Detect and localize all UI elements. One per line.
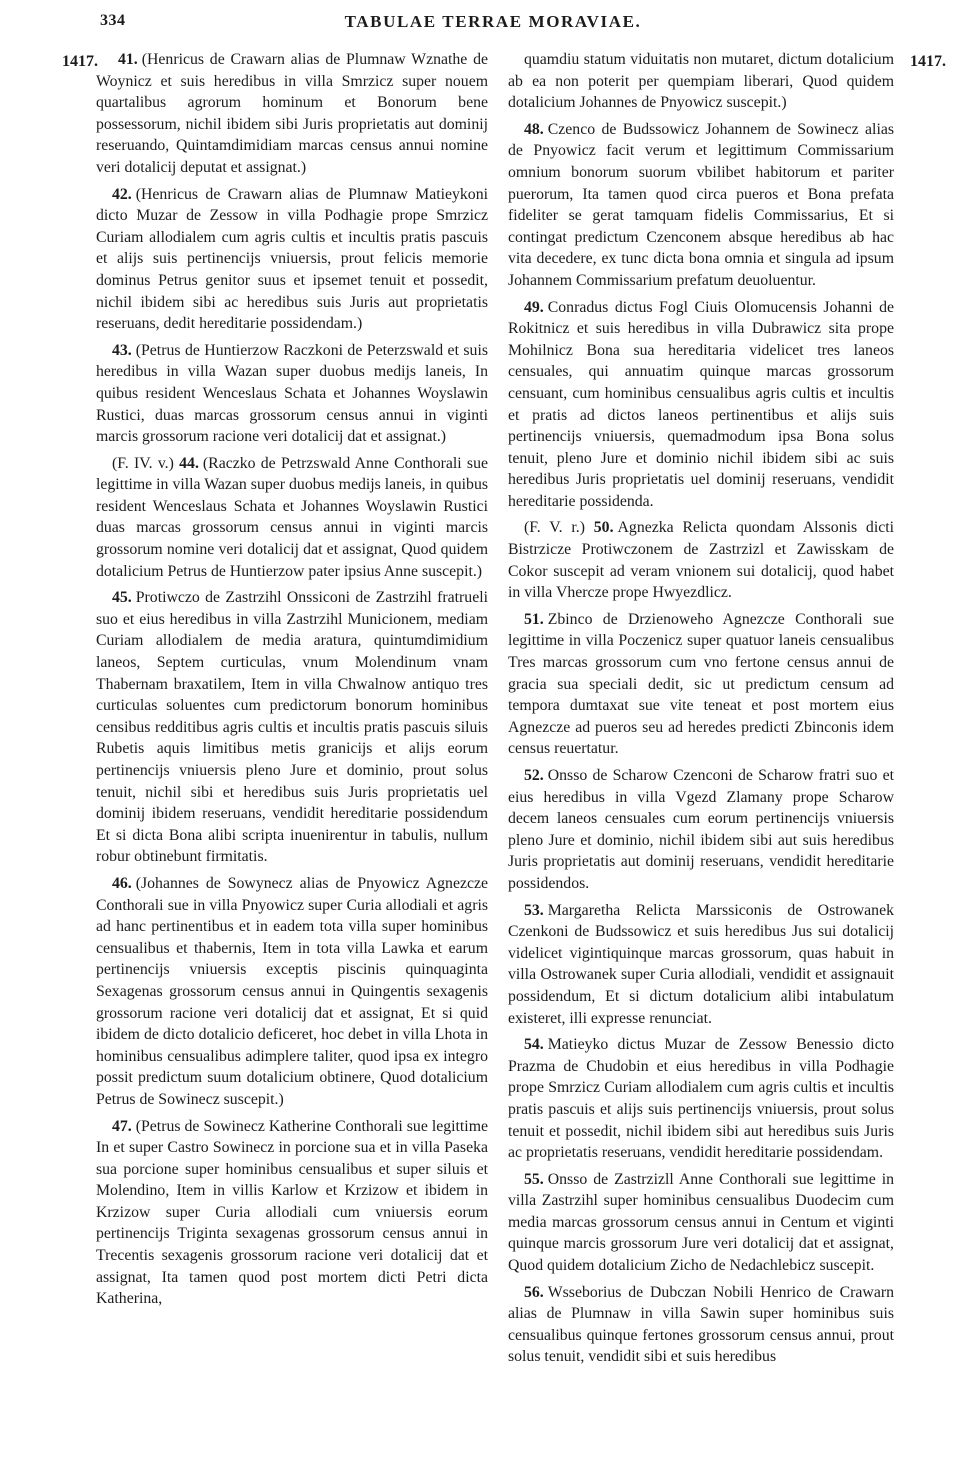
entry-number: 55. (524, 1170, 544, 1188)
entry-number: 51. (524, 610, 544, 628)
entry-number: 46. (112, 874, 132, 892)
margin-year-right: 1417. (910, 53, 946, 70)
entry-text: Matieyko dictus Muzar de Zessow Benessio dicto Prazma de Chudobin et eius heredibus in villa Podhagie prope Smrzicz Curiam allodialem cum agris cultis et incultis pratis pascuis et alijs suis pertinencijs vniuersis, prout solus tenuit et possedit, nichil ibidem sibi aut heredibus suis Juris ac proprietatis reseruans, vendidit hereditarie possidendam. (508, 1036, 894, 1162)
entry-number: 47. (112, 1117, 132, 1135)
entry-text: Onsso de Zastrzizll Anne Conthorali sue legittime in villa Zastrzihl super hominibus censualibus Duodecim cum media marcas grossorum census annui in Centum et viginti quinque marcis grossorum Jure veri dotalicij dat et assignat, Quod quidem dotalicium Zicho de Nedachlebicz suscepit. (508, 1170, 894, 1275)
entry-number: 54. (524, 1036, 544, 1054)
entry-paragraph (96, 453, 488, 583)
entry-number: 44. (179, 454, 199, 472)
entry-text: Conradus dictus Fogl Ciuis Olomucensis Johanni de Rokitnicz et suis heredibus in villa Dubrawicz sita prope Mohilnicz Bona sua hereditaria videlicet tres laneos censuales, qui annuatim quinque marcas grossorum censuant, cum hominibus censualibus agris cultis et incultis et pratis ad dictos laneos pertinentibus et alijs suis pertinencijs vniuersis, quemadmodum ipsa Bona solus tenuit, pleno Jure et dominio nichil ibidem sibi ac suis heredibus Juris proprietatis uel dominij reseruans, vendidit hereditarie possidenda. (508, 298, 894, 510)
entry-paragraph (508, 765, 894, 895)
entry-number: 53. (524, 901, 544, 919)
entry-paragraph (96, 873, 488, 1111)
entry-paragraph (96, 587, 488, 868)
entry-text: Agnezka Relicta quondam Alssonis dicti Bistrzicze Protiwczonem de Zastrzizl et Zawisskam de Cokor suscepit ad veram vnionem sui dotalicij, quod habet in villa Vhercze prope Hwyezdlicz. (508, 519, 895, 602)
entry-number: 45. (112, 589, 132, 607)
entry-paragraph (508, 1282, 894, 1368)
entry-number: 42. (112, 185, 132, 203)
entry-paragraph (96, 340, 488, 448)
entry-text: (Henricus de Crawarn alias de Plumnaw Matieykoni dicto Muzar de Zessow in villa Podhagie prope Smrzicz Curiam allodialem cum agris cultis et incultis pratis pascuis et alijs suis pertinencijs vniuersis, prout felicis memorie dominus Petrus genitor suus et ipsemet tenuit et possedit, nichil ibidem sibi ac heredibus suis Juris aut proprietatis reseruans, dedit hereditarie possidendam.) (96, 185, 488, 333)
entry-number: 56. (524, 1283, 544, 1301)
entry-text: (Raczko de Petrzswald Anne Conthorali sue legittime in villa Wazan super duobus medijs laneis, in quibus resident Wenceslaus Schata et Johannes Woyslawin Rustici duas marcas grossorum census annui in viginti marcis grossorum nomine veri dotalicij dat et assignat, Quod quidem dotalicium Petrus de Huntierzow pater ipsius Anne suscepit.) (96, 454, 488, 580)
entry-paragraph (508, 900, 894, 1030)
entry-text: Czenco de Budssowicz Johannem de Sowinecz alias de Pnyowicz facit verum et legittimum Commissarium omnium bonorum suorum vbilibet habitorum et pariter puerorum, Ita tamen quod circa pueros et Bona prefata fideliter se gerat tamquam fidelis Commissarius, Et si contingat predictum Czenconem absque heredibus ab hac vita decedere, ex tunc dicta bona omnia et singula ad ipsum Johannem Commissarium prefatum deuoluentur. (508, 120, 894, 289)
entry-text: Zbinco de Drzienoweho Agnezcze Conthorali sue legittime in villa Poczenicz super quatuor laneis censualibus Tres marcas grossorum cum vno fertone census annui de gracia sua speciali dedit, sic ut predictum censum ad tempora dumtaxat sue vite teneat et post mortem eius Agnezcze ad pueros seu ad heredes predicti Zbinconis idem census reuertatur. (508, 610, 894, 758)
margin-year-left: 1417. (62, 53, 98, 70)
right-column (508, 49, 894, 1373)
entry-number: 52. (524, 767, 544, 784)
entry-paragraph (508, 297, 894, 513)
running-title: TABULAE TERRAE MORAVIAE. (344, 12, 642, 31)
entry-text: (Petrus de Sowinecz Katherine Conthorali sue legittime In et super Castro Sowinecz in porcione sua et in villa Paseka sua porcione super hominibus censualibus et super siluis et Molendino, Item in villis Karlow et Krzizow et ibidem in Krzizow super Curia allodiali cum vniuersis eorum pertinencijs Triginta sexagenas grossorum census annui in Trecentis sexagenis grossorum racione veri dotalicij dat et assignat, Ita tamen quod post mortem dicti Petri dicta Katherina, (96, 1117, 488, 1308)
entry-text: Onsso de Scharow Czenconi de Scharow fratri suo et eius heredibus in villa Vgezd Zlamany prope Scharow decem laneos censuales cum eorum pertinencijs vniuersis pleno Jure et dominio, nichil ibidem sibi aut suis heredibus Juris proprietatis aut dominij reseruans, vendidit hereditarie possidendos. (508, 767, 894, 892)
entry-paragraph (508, 49, 894, 114)
entry-paragraph (508, 517, 894, 603)
entry-paragraph (96, 49, 488, 179)
folio-reference: (F. IV. v.) (112, 454, 180, 472)
page-number: 334 (100, 12, 126, 29)
entry-number: 49. (524, 298, 544, 316)
entry-paragraph (508, 1034, 894, 1164)
entry-number: 43. (112, 341, 132, 359)
entry-number: 48. (524, 120, 544, 138)
entry-paragraph (508, 119, 894, 292)
entry-text: (Petrus de Huntierzow Raczkoni de Peterzswald et suis heredibus in villa Wazan super duobus medijs laneis, In quibus resident Wenceslaus Schata et Johannes Woyslawin Rustici, duas marcas grossorum census annui in viginti marcis grossorum racione veri dotalicij dat et assignat.) (96, 341, 488, 446)
entry-text: Margaretha Relicta Marssiconis de Ostrowanek Czenkoni de Budssowicz et suis heredibus Jus sui dotalicij videlicet vigintiquinque marcas grossorum, quas habuit in villa Ostrowanek super Curia allodiali, vendidit et assignauit possidendum, Et si dictum dotalicium alibi intabulatum existeret, illi expresse renunciat. (508, 901, 894, 1027)
entry-number: 50. (593, 519, 614, 537)
entry-paragraph (508, 1169, 894, 1277)
entry-text: quamdiu statum viduitatis non mutaret, dictum dotalicium ab ea non poterit per quempiam liberari, Quod quidem dotalicium Johannes de Pnyowicz suscepit.) (508, 51, 894, 112)
entry-paragraph (96, 184, 488, 335)
left-column (96, 49, 488, 1315)
entry-paragraph (96, 1116, 488, 1310)
entry-text: Wsseborius de Dubczan Nobili Henrico de Crawarn alias de Plumnaw in villa Sawin super hominibus suis censualibus quinque fertones grossorum census annui, prout solus tenuit, vendidit sibi et suis heredibus (508, 1283, 894, 1366)
folio-reference: (F. V. r.) (524, 519, 594, 537)
entry-text: (Henricus de Crawarn alias de Plumnaw Wznathe de Woynicz et suis heredibus in villa Smrzicz super nouem quartalibus agrorum hominum et Bonorum bene possessorum, nichil ibidem sibi Juris proprietatis aut dominij reseruando, Quintamdimidiam marcas census annui nomine veri dotalicij deputat et assignat.) (96, 51, 488, 176)
entry-text: (Johannes de Sowynecz alias de Pnyowicz Agnezcze Conthorali sue in villa Pnyowicz super Curia allodiali et agris ad hanc pertinentibus et in eadem tota villa super hominibus censualibus et thabernis, Item in tota villa Lawka et earum pertinencijs vniuersis exceptis piscinis quinquaginta Sexagenas grossorum census annui in Quingentis sexagenis grossorum racione veri dotalicij dat et assignat, Et si quid ibidem de dicto dotalicio deficeret, hoc debet in villa Lhota in hominibus censualibus adimplere taliter, quod ipsa ex integro possit predictum suum dotalicium obtinere, Quod dotalicium Petrus de Sowinecz suscepit.) (96, 874, 488, 1108)
entry-paragraph (508, 609, 894, 760)
page-header (84, 10, 902, 36)
entry-number: 41. (118, 51, 138, 68)
entry-text: Protiwczo de Zastrzihl Onssiconi de Zastrzihl fratrueli suo et eius heredibus in villa Zastrzihl Municionem, mediam Curiam allodialem de media aratura, quintumdimidium laneos, Septem curticulas, vnum Molendinum vnam Thabernam braxatilem, Item in villa Chwalnow antiquo tres curticulas soluentes cum predictorum bonorum hominibus censibus redditibus agris cultis et incultis pratis pascuis siluis Rubetis aquis limitibus metis granicijs et alijs eorum pertinencijs vniuersis pleno Jure et dominio, prout solus tenuit, nichil sibi et heredibus suis Juris proprietatis uel dominij ibidem reseruans, vendidit hereditarie possidendum Et si dicta Bona alibi scripta inuenirentur in tabulis, nullum robur obtinebunt firmitatis. (96, 589, 488, 866)
